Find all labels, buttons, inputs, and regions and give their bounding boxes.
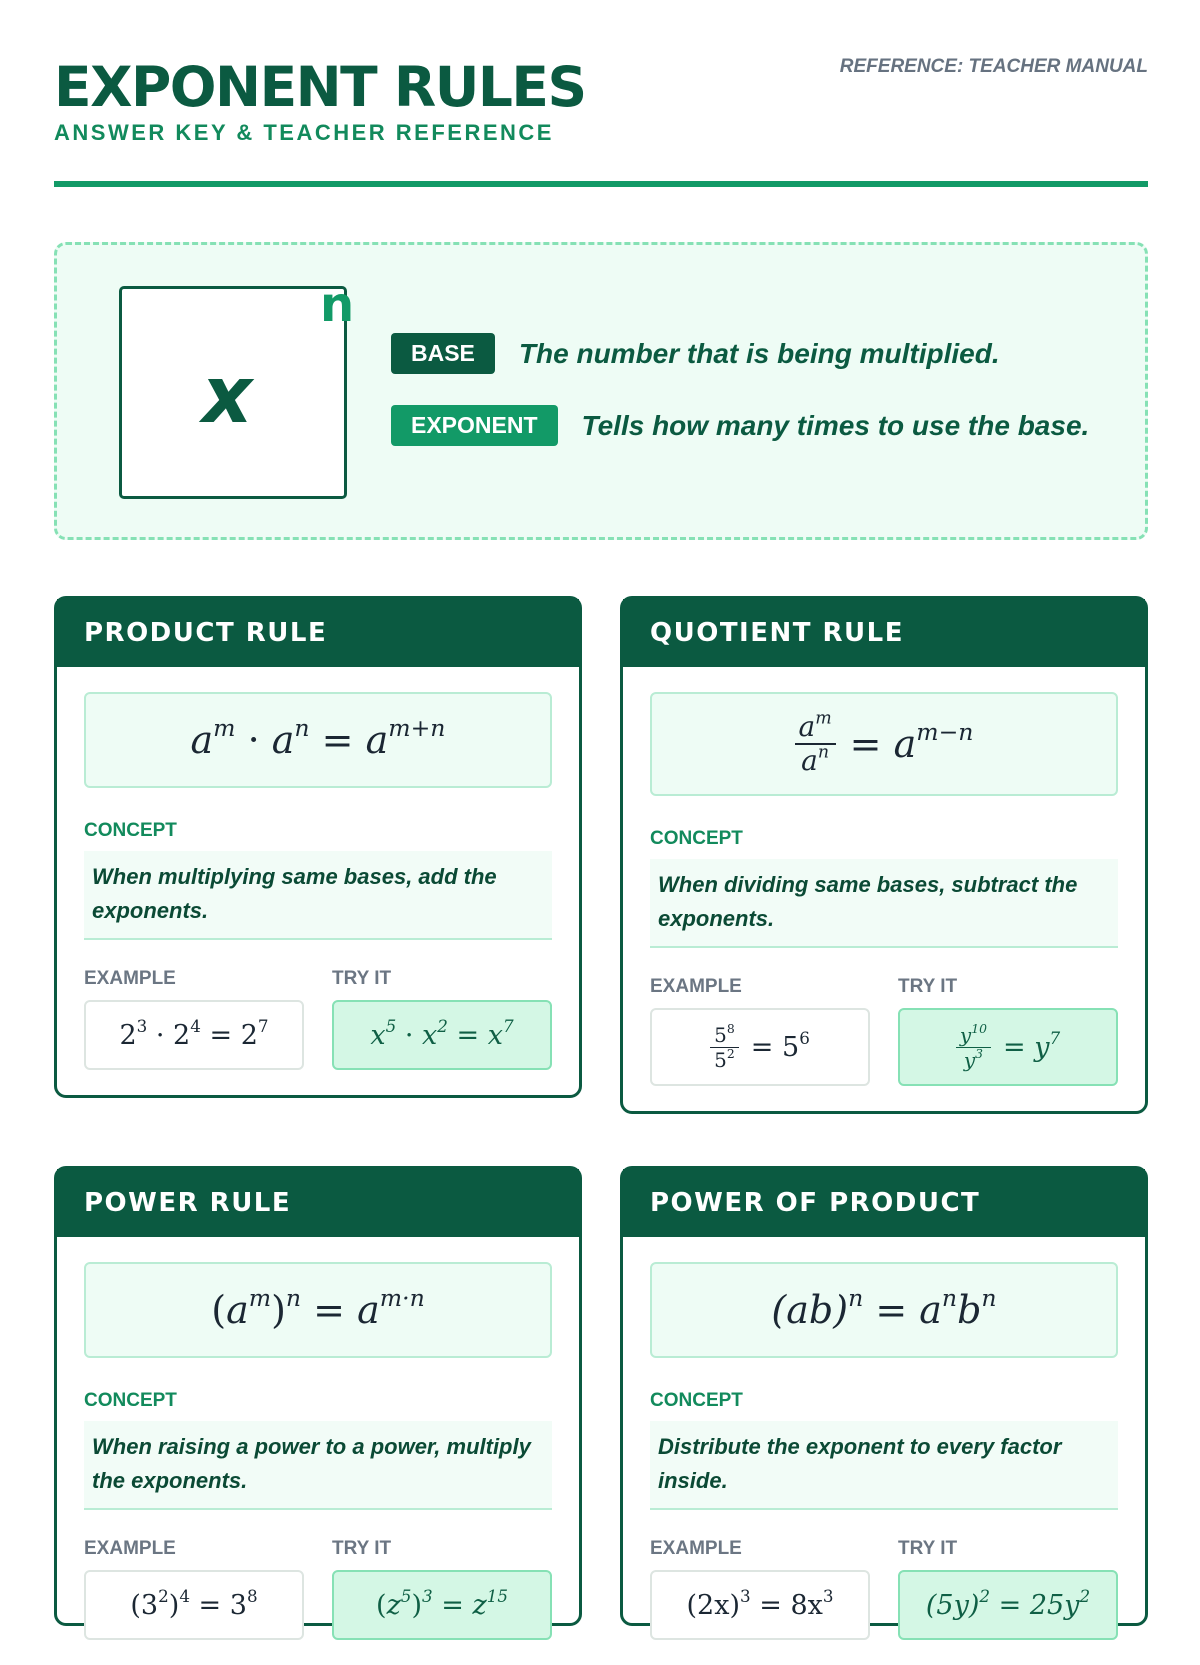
examples-row: [84, 968, 552, 1070]
formula-expression: $(ab)^n = a^nb^n$: [771, 1284, 997, 1332]
example-expression: $(3^2)^4 = 3^8$: [84, 1570, 304, 1640]
concept-label: CONCEPT: [84, 820, 177, 841]
card-title: PRODUCT RULE: [57, 599, 579, 667]
example-label: EXAMPLE: [84, 968, 176, 989]
formula-expression: $(a^m)^n = a^{m\cdot n}$: [211, 1284, 425, 1332]
concept-label: CONCEPT: [84, 1390, 177, 1411]
base-symbol: x: [202, 351, 253, 441]
formula-result: = $a^{m-n}$: [849, 718, 974, 766]
page-title: EXPONENT RULES: [54, 55, 586, 119]
card-title: POWER RULE: [57, 1169, 579, 1237]
exponent-definition-text: Tells how many times to use the base.: [581, 409, 1090, 441]
rule-formula: [84, 1262, 552, 1358]
quotient-rule-card: [620, 596, 1148, 1114]
try-it-column: [898, 976, 1118, 1086]
concept-text: When raising a power to a power, multiply the exponents.: [84, 1421, 552, 1510]
page-header: [54, 56, 1148, 146]
card-body: [623, 1237, 1145, 1665]
formula-expression: $a^m \cdot a^n = a^{m+n}$: [190, 714, 446, 762]
concept-text: When multiplying same bases, add the exponents.: [84, 851, 552, 940]
product-rule-card: [54, 596, 582, 1098]
try-it-column: [898, 1538, 1118, 1640]
example-column: [84, 968, 304, 1070]
rule-formula: [84, 692, 552, 788]
card-body: [623, 667, 1145, 1111]
concept-label: CONCEPT: [650, 828, 743, 849]
example-label: EXAMPLE: [650, 976, 742, 997]
card-title: QUOTIENT RULE: [623, 599, 1145, 667]
examples-row: [650, 1538, 1118, 1640]
power-of-product-card: [620, 1166, 1148, 1626]
try-it-answer: $(z^5)^3 = z^{15}$: [332, 1570, 552, 1640]
try-it-label: TRY IT: [332, 1538, 392, 1559]
example-column: [84, 1538, 304, 1640]
try-it-answer: $(5y)^2 = 25y^2$: [898, 1570, 1118, 1640]
page-subtitle: ANSWER KEY & TEACHER REFERENCE: [54, 120, 554, 145]
exponent-term-diagram: [119, 277, 355, 499]
exponent-badge: EXPONENT: [391, 405, 558, 446]
power-rule-card: [54, 1166, 582, 1626]
try-it-column: [332, 1538, 552, 1640]
example-column: [650, 1538, 870, 1640]
examples-row: [84, 1538, 552, 1640]
try-it-column: [332, 968, 552, 1070]
reference-note: REFERENCE: TEACHER MANUAL: [839, 56, 1148, 77]
example-column: [650, 976, 870, 1086]
concept-text: Distribute the exponent to every factor inside.: [650, 1421, 1118, 1510]
card-body: [57, 1237, 579, 1665]
example-expression: $(2x)^3 = 8x^3$: [650, 1570, 870, 1640]
exponent-symbol: n: [320, 277, 355, 333]
try-it-answer: $x^5 \cdot x^2 = x^7$: [332, 1000, 552, 1070]
anatomy-panel: [54, 242, 1148, 540]
example-label: EXAMPLE: [650, 1538, 742, 1559]
example-expression: $2^3 \cdot 2^4 = 2^7$: [84, 1000, 304, 1070]
header-divider: [54, 181, 1148, 187]
rule-formula: [650, 1262, 1118, 1358]
try-it-label: TRY IT: [898, 1538, 958, 1559]
example-label: EXAMPLE: [84, 1538, 176, 1559]
base-definition: [391, 333, 1000, 374]
examples-row: [650, 976, 1118, 1086]
rule-formula: [650, 692, 1118, 796]
try-it-answer: $\frac{y^{10}}{y^3}$ = $y^7$: [898, 1008, 1118, 1086]
try-it-label: TRY IT: [898, 976, 958, 997]
concept-label: CONCEPT: [650, 1390, 743, 1411]
base-definition-text: The number that is being multiplied.: [518, 337, 1000, 369]
formula-fraction: $\frac{a^m}{a^n}$: [795, 713, 836, 775]
card-title: POWER OF PRODUCT: [623, 1169, 1145, 1237]
concept-text: When dividing same bases, subtract the exponents.: [650, 859, 1118, 948]
exponent-definition: [391, 405, 1089, 446]
card-body: [57, 667, 579, 1095]
base-badge: BASE: [391, 333, 495, 374]
try-it-label: TRY IT: [332, 968, 392, 989]
example-expression: $\frac{5^8}{5^2}$ = $5^6$: [650, 1008, 870, 1086]
